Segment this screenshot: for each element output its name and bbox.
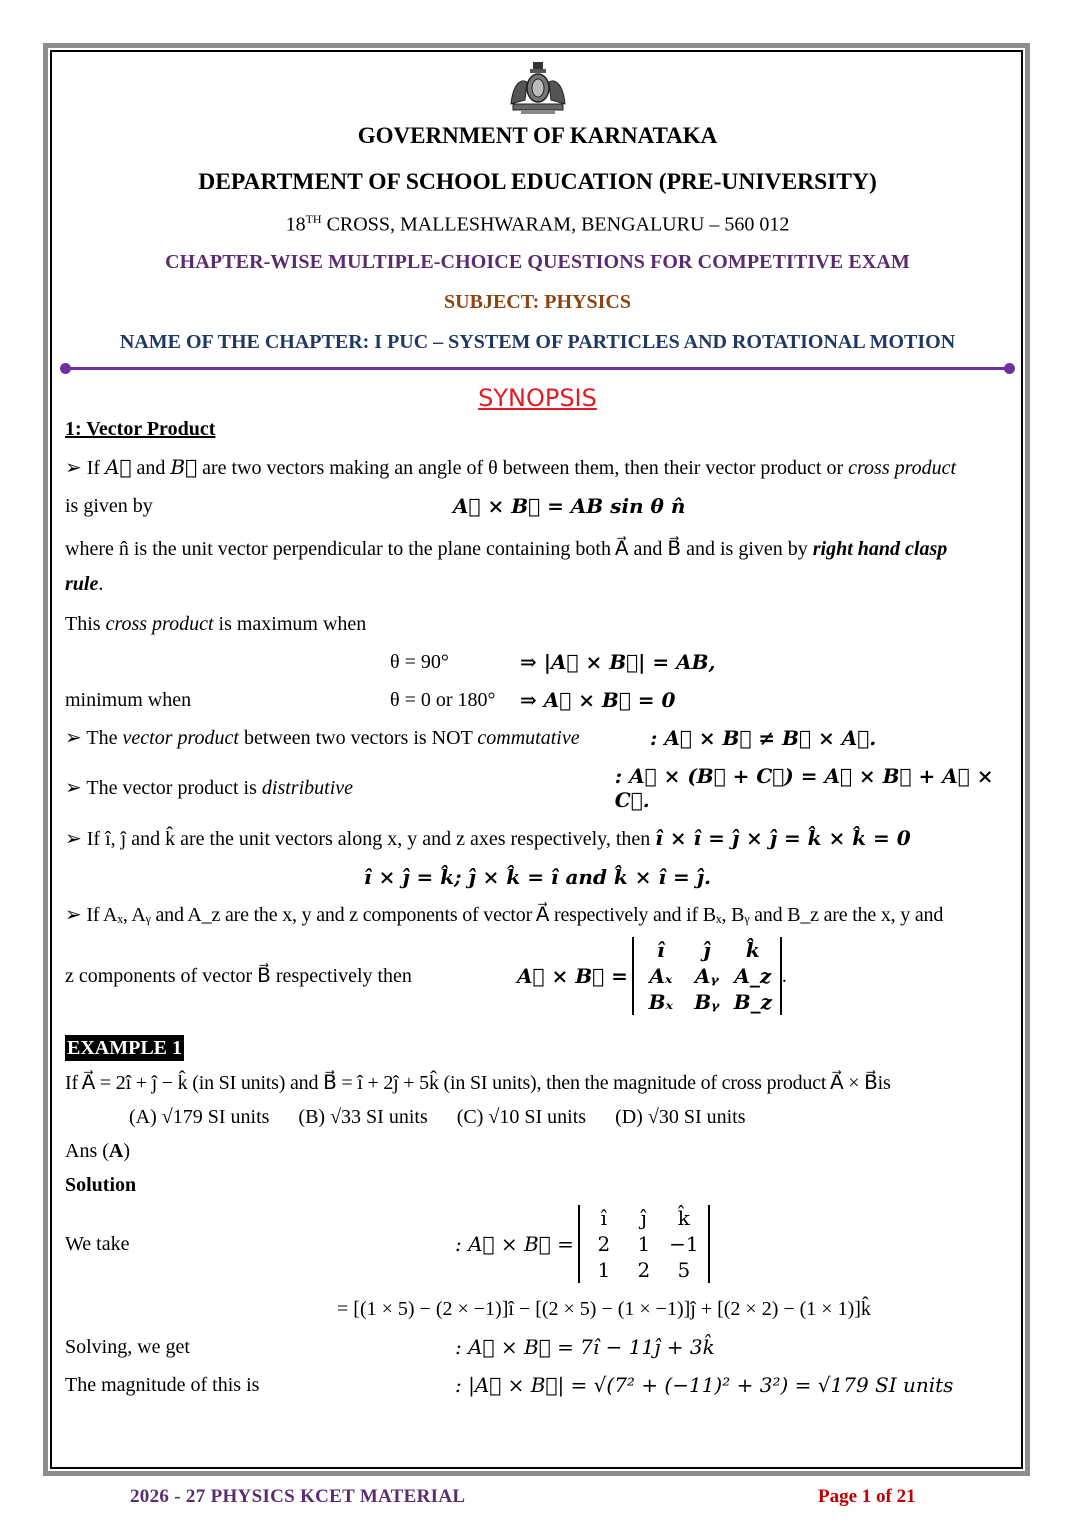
- address-sup: TH: [305, 211, 322, 226]
- para-max: [65, 612, 1010, 636]
- expansion-formula: = [(1 × 5) − (2 × −1)]î − [(2 × 5) − (1 × −1)]ĵ + [(2 × 2) − (1 × 1)]k̂: [337, 1298, 871, 1321]
- divider-dot-left: [60, 363, 71, 374]
- max-formula: ⇒ |A⃗ × B⃗| = AB,: [520, 650, 716, 675]
- det-cell: î: [600, 1206, 608, 1231]
- para-formula: [65, 494, 1010, 518]
- det-cell: Bᵧ: [694, 990, 720, 1015]
- distributive-row: [65, 764, 1010, 812]
- det-cell: 2: [637, 1258, 651, 1283]
- text-italic: distributive: [261, 777, 354, 800]
- magnitude-formula: : |A⃗ × B⃗| = √(7² + (−11)² + 3²) = √179 SI units: [455, 1373, 954, 1398]
- solving-label: Solving, we get: [65, 1336, 190, 1359]
- para-definition: [65, 455, 1010, 480]
- components-row: [65, 937, 1010, 1015]
- text: and: [131, 457, 171, 480]
- we-take-lhs: : A⃗ × B⃗ =: [455, 1232, 574, 1257]
- det-cell: 5: [677, 1258, 691, 1283]
- text-bold-italic: rule: [65, 573, 99, 596]
- example-determinant: [578, 1205, 710, 1283]
- karnataka-emblem-icon: [503, 60, 573, 116]
- commutative-text: [65, 726, 650, 750]
- text-italic: vector product: [122, 727, 239, 750]
- magnitude-row: [65, 1373, 1010, 1397]
- det-cell: 1: [597, 1258, 611, 1283]
- magnitude-label: The magnitude of this is: [65, 1374, 260, 1397]
- text-bold-italic: right hand clasp: [812, 538, 948, 561]
- distributive-text: [65, 776, 615, 800]
- commutative-row: [65, 726, 1010, 750]
- option-c: (C) √10 SI units: [456, 1106, 587, 1129]
- components-line2: z components of vector B⃗ respectively then: [65, 965, 412, 988]
- option-b: (B) √33 SI units: [298, 1106, 428, 1129]
- unit-vectors-row: [65, 826, 1010, 851]
- min-theta: θ = 0 or 180°: [390, 689, 496, 712]
- vector-b: B⃗: [170, 455, 198, 480]
- vector-a: A⃗: [105, 455, 132, 480]
- det-cell: ĵ: [640, 1206, 647, 1231]
- det-cell: 1: [637, 1232, 651, 1257]
- components-lhs: A⃗ × B⃗ =: [517, 964, 628, 989]
- option-a: (A) √179 SI units: [129, 1106, 270, 1129]
- max-theta: θ = 90°: [390, 651, 449, 674]
- text: between two vectors is NOT: [238, 727, 478, 750]
- min-condition: [65, 688, 1010, 712]
- example-label: EXAMPLE 1: [67, 1037, 182, 1060]
- option-d: (D) √30 SI units: [615, 1106, 746, 1129]
- page-number: Page 1 of 21: [818, 1486, 916, 1507]
- min-formula: ⇒ A⃗ × B⃗ = 0: [520, 688, 676, 713]
- det-cell: Bₓ: [648, 990, 674, 1015]
- address-rest: CROSS, MALLESHWARAM, BENGALURU – 560 012: [321, 213, 790, 236]
- label: is given by: [65, 495, 153, 518]
- text: ➢ If: [65, 457, 106, 480]
- chapterwise-title: CHAPTER-WISE MULTIPLE-CHOICE QUESTIONS FOR COMPETITIVE EXAM: [165, 251, 910, 274]
- example-options: [65, 1105, 1010, 1129]
- min-label: minimum when: [65, 689, 192, 712]
- det-cell: k̂: [677, 1206, 690, 1231]
- det-cell: k̂: [745, 938, 760, 963]
- para-unit-vector: [65, 532, 1010, 602]
- det-cell: A_z: [734, 964, 772, 989]
- det-cell: B_z: [733, 990, 772, 1015]
- divider-line: [66, 367, 1009, 370]
- max-condition: [65, 650, 1010, 674]
- commutative-formula: : A⃗ × B⃗ ≠ B⃗ × A⃗.: [650, 726, 877, 751]
- text: ➢ The vector product is: [65, 777, 262, 800]
- subject-title: SUBJECT: PHYSICS: [444, 291, 631, 314]
- det-cell: 2: [597, 1232, 611, 1257]
- org-title: GOVERNMENT OF KARNATAKA: [357, 123, 718, 148]
- solution-label: Solution: [65, 1174, 137, 1197]
- example-question: If A⃗ = 2î + ĵ − k̂ (in SI units) and B⃗ = î + 2ĵ + 5k̂ (in SI units), then the magnitude of cross product A⃗ × B⃗is: [65, 1072, 891, 1095]
- det-cell: ĵ: [703, 938, 711, 963]
- solving-formula: : A⃗ × B⃗ = 7î − 11ĵ + 3k̂: [455, 1335, 715, 1360]
- example-answer: [65, 1139, 1010, 1163]
- text: .: [98, 573, 104, 596]
- answer-letter: A: [108, 1140, 124, 1163]
- we-take-row: [65, 1205, 1010, 1283]
- text-italic: commutative: [477, 727, 580, 750]
- text: ➢ If î, ĵ and k̂ are the unit vectors along x, y and z axes respectively, then: [65, 828, 656, 851]
- det-cell: −1: [669, 1232, 699, 1257]
- text: ➢ The: [65, 727, 123, 750]
- components-line1: ➢ If Aₓ, Aᵧ and A_z are the x, y and z components of vector A⃗ respectively and if Bₓ, Bᵧ and B_z are the x, y and: [65, 904, 944, 927]
- address-number: 18: [285, 213, 306, 236]
- dept-title: DEPARTMENT OF SCHOOL EDUCATION (PRE-UNIVERSITY): [198, 168, 877, 195]
- distributive-formula: : A⃗ × (B⃗ + C⃗) = A⃗ × B⃗ + A⃗ × C⃗.: [614, 764, 994, 813]
- we-take-label: We take: [65, 1233, 130, 1256]
- det-cell: î: [657, 938, 665, 963]
- synopsis-title: SYNOPSIS: [478, 384, 597, 413]
- text: where n̂ is the unit vector perpendicular to the plane containing both A⃗ and B⃗ and is given by: [65, 538, 813, 561]
- text: Ans (: [65, 1140, 109, 1163]
- cross-product-formula: A⃗ × B⃗ = AB sin θ n̂: [453, 494, 686, 519]
- text: ): [123, 1140, 131, 1163]
- components-determinant: [632, 937, 782, 1015]
- section-heading: 1: Vector Product: [65, 418, 216, 441]
- det-cell: Aᵧ: [694, 964, 719, 989]
- chapter-name: NAME OF THE CHAPTER: I PUC – SYSTEM OF PARTICLES AND ROTATIONAL MOTION: [119, 331, 956, 354]
- solving-row: [65, 1335, 1010, 1359]
- unit-formula: î × î = ĵ × ĵ = k̂ × k̂ = 0: [655, 826, 911, 851]
- address: [65, 212, 1010, 237]
- page-content: [65, 60, 1010, 1397]
- header-divider: [60, 360, 1015, 376]
- text: are two vectors making an angle of θ between them, then their vector product or: [197, 457, 849, 480]
- divider-dot-right: [1004, 363, 1015, 374]
- det-cell: Aₓ: [649, 964, 673, 989]
- text: This: [65, 613, 106, 636]
- footer-title: 2026 - 27 PHYSICS KCET MATERIAL: [130, 1486, 466, 1507]
- text-italic: cross product: [848, 457, 957, 480]
- text-italic: cross product: [105, 613, 214, 636]
- text: is maximum when: [213, 613, 367, 636]
- unit-formula-2: î × ĵ = k̂; ĵ × k̂ = î and k̂ × î = ĵ.: [364, 865, 711, 890]
- components-end: .: [781, 965, 787, 988]
